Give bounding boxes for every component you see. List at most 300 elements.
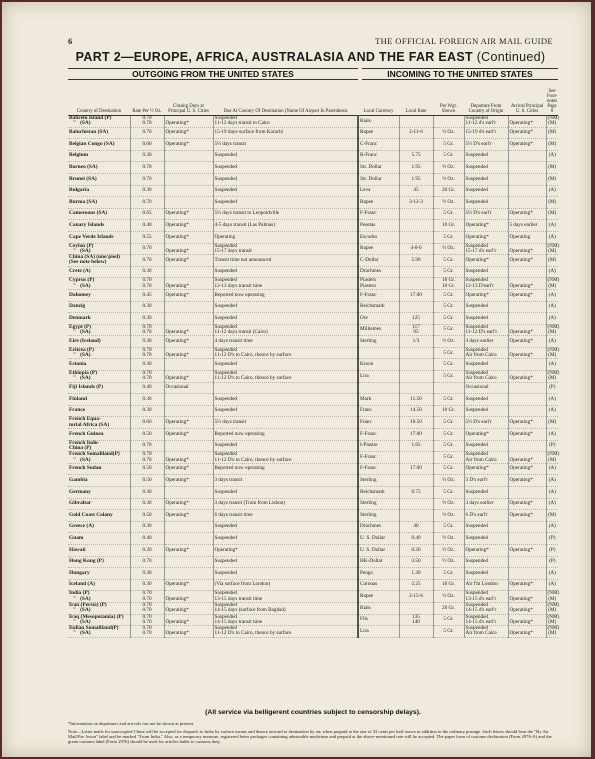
- table-cell: Operating*: [508, 579, 546, 591]
- table-cell: Iraq (Mesopotamia) (P) " (SA): [68, 614, 130, 626]
- table-cell: Operating*: [164, 371, 213, 383]
- table-cell: Suspended 11-12 days transit (Cairo): [213, 324, 358, 336]
- table-cell: [164, 162, 213, 174]
- table-cell: [399, 231, 433, 243]
- table-cell: 0.60: [130, 417, 164, 429]
- table-cell: ½ Oz.: [433, 591, 464, 603]
- table-cell: Ore: [358, 313, 399, 325]
- table-cell: Suspended: [213, 487, 358, 499]
- table-cell: 5 Gr.: [433, 487, 464, 499]
- table-cell: (NM) (M): [547, 115, 560, 127]
- table-cell: Suspended: [464, 405, 508, 417]
- table-body: [68, 116, 558, 638]
- table-cell: 3 days transit (Train from Lisbon): [213, 498, 358, 510]
- table-cell: Guam: [68, 533, 130, 545]
- table-cell: 5 Gr.: [433, 266, 464, 278]
- table-cell: [508, 185, 546, 197]
- table-cell: F-Franc: [358, 429, 399, 441]
- table-cell: 0.65: [130, 208, 164, 220]
- table-cell: Baluchistan (SA): [68, 127, 130, 139]
- table-cell: Danzig: [68, 301, 130, 313]
- table-cell: Suspended: [213, 440, 358, 452]
- table-cell: Operating*: [508, 278, 546, 290]
- table-cell: Reported now operating: [213, 289, 358, 301]
- table-cell: (A): [546, 475, 558, 487]
- table-cell: [508, 162, 546, 174]
- table-cell: 17.00: [399, 289, 433, 301]
- table-cell: 2.25: [399, 579, 433, 591]
- table-cell: Iceland (A): [68, 579, 130, 591]
- table-cell: Suspended 11-12 d's earl'r: [464, 116, 508, 128]
- table-cell: Mark: [358, 394, 399, 406]
- table-cell: Cameroons (SA): [68, 208, 130, 220]
- table-cell: [164, 150, 213, 162]
- table-cell: [164, 487, 213, 499]
- table-cell: [164, 185, 213, 197]
- column-header: Departure From Country of Origin: [464, 80, 508, 116]
- table-cell: [164, 359, 213, 371]
- table-cell: 0.70: [130, 440, 164, 452]
- table-cell: Operating*: [164, 347, 213, 359]
- table-cell: [508, 556, 546, 568]
- table-cell: [399, 359, 433, 371]
- table-cell: Suspended: [213, 359, 358, 371]
- table-cell: Suspended: [464, 173, 508, 185]
- table-cell: 5½ D's earl'r: [464, 139, 508, 151]
- table-row: [68, 231, 558, 243]
- table-cell: 0.20: [399, 544, 433, 556]
- table-cell: [508, 440, 546, 452]
- table-cell: 5 Gr.: [433, 463, 464, 475]
- table-cell: [164, 197, 213, 209]
- table-row: [68, 579, 558, 591]
- table-cell: 0.40: [130, 220, 164, 232]
- table-cell: (NM) (M): [547, 242, 560, 254]
- table-cell: Reported now operating: [213, 463, 358, 475]
- table-row: [68, 313, 558, 325]
- table-cell: Operating*: [508, 510, 546, 522]
- table-cell: Operating*: [164, 498, 213, 510]
- table-cell: [508, 173, 546, 185]
- table-row: [68, 197, 558, 209]
- table-cell: Reichsmark: [358, 487, 399, 499]
- table-cell: Suspended: [213, 185, 358, 197]
- table-cell: 5 Gr.: [433, 521, 464, 533]
- table-cell: 2-11-6: [399, 127, 433, 139]
- table-cell: Operating*: [508, 544, 546, 556]
- table-cell: [164, 556, 213, 568]
- table-row: [68, 278, 558, 290]
- table-cell: 0.45: [130, 289, 164, 301]
- table-cell: Suspended 14-15 d's earl'r: [464, 602, 508, 614]
- table-cell: 5 Gr.: [433, 614, 464, 626]
- table-cell: Operating*: [164, 417, 213, 429]
- table-cell: 0.20: [130, 544, 164, 556]
- table-cell: Rupee: [358, 197, 399, 209]
- table-cell: 0.70: [130, 162, 164, 174]
- table-cell: Suspended: [464, 394, 508, 406]
- table-cell: 5 Gr.: [433, 231, 464, 243]
- table-cell: Operating*: [213, 544, 358, 556]
- table-cell: (M): [546, 162, 558, 174]
- table-cell: 117 95: [399, 324, 433, 336]
- table-cell: Suspended: [213, 533, 358, 545]
- table-cell: Suspended 14-15 days (surface from Bagdad): [213, 602, 358, 614]
- table-row: [68, 498, 558, 510]
- table-cell: Pengo: [358, 568, 399, 580]
- table-cell: Operating*: [508, 255, 546, 267]
- table-cell: Sterling: [358, 336, 399, 348]
- table-cell: (P): [546, 544, 558, 556]
- table-cell: 14.50: [399, 405, 433, 417]
- table-cell: Suspended 12-13 days transit time: [213, 278, 358, 290]
- table-cell: ½ Oz.: [433, 173, 464, 185]
- table-cell: Lira: [358, 371, 399, 383]
- table-cell: [164, 394, 213, 406]
- table-cell: Operating*: [508, 498, 546, 510]
- table-row: [68, 220, 558, 232]
- table-cell: Suspended 15-17 days transit: [213, 243, 358, 255]
- table-cell: 0.70: [130, 197, 164, 209]
- table-cell: [508, 197, 546, 209]
- table-cell: Operating*: [508, 289, 546, 301]
- table-cell: 0.30: [130, 487, 164, 499]
- table-cell: Str. Dollar: [358, 173, 399, 185]
- table-cell: Sterling: [358, 498, 399, 510]
- table-cell: 0.70 0.70: [130, 614, 164, 626]
- table-cell: Operating*: [508, 116, 546, 128]
- table-cell: 0.70: [130, 243, 164, 255]
- table-cell: [508, 266, 546, 278]
- table-cell: 5 Gr.: [433, 347, 464, 359]
- table-cell: 10.50: [399, 417, 433, 429]
- table-cell: (M): [546, 255, 558, 267]
- table-cell: 5 Gr.: [433, 139, 464, 151]
- table-cell: Operating*: [164, 463, 213, 475]
- column-header: Due At Country Of Destination (Name Of Airport In Parenthesis: [213, 80, 358, 116]
- table-cell: Egypt (P) " (SA): [68, 324, 130, 336]
- table-cell: Gibraltar: [68, 498, 130, 510]
- table-cell: Operating*: [164, 614, 213, 626]
- table-cell: Franc: [358, 417, 399, 429]
- table-cell: Lira: [358, 626, 399, 638]
- table-cell: Suspended 11-12 D's to Cairo, thence by surface: [213, 347, 358, 359]
- table-cell: 5 Gr.: [433, 417, 464, 429]
- table-cell: (NM) (M): [547, 323, 560, 335]
- table-cell: Suspended: [213, 394, 358, 406]
- table-row: [68, 347, 558, 359]
- table-cell: Operating*: [164, 278, 213, 290]
- column-header: See Foot-notes Page 8: [546, 80, 558, 116]
- table-cell: 4 days earlier: [464, 336, 508, 348]
- table-cell: [399, 266, 433, 278]
- table-row: [68, 626, 558, 638]
- table-cell: Operating*: [508, 336, 546, 348]
- table-cell: (M): [546, 139, 558, 151]
- table-cell: 0.70 0.70: [130, 324, 164, 336]
- table-cell: [399, 220, 433, 232]
- table-cell: (A): [546, 568, 558, 580]
- table-cell: (NM) (M): [547, 625, 560, 637]
- table-cell: Suspended: [464, 185, 508, 197]
- table-cell: French Equa- torial Africa (SA): [68, 417, 130, 429]
- table-cell: 5 Gr.: [433, 452, 464, 464]
- table-cell: 0.30: [130, 185, 164, 197]
- table-cell: 17.00: [399, 429, 433, 441]
- table-cell: [399, 347, 433, 359]
- table-cell: 0.40: [399, 533, 433, 545]
- table-cell: [399, 498, 433, 510]
- table-row: [68, 556, 558, 568]
- table-cell: [508, 405, 546, 417]
- table-cell: 5 Gr.: [433, 255, 464, 267]
- table-cell: Operating*: [508, 243, 546, 255]
- table-cell: Suspended: [213, 266, 358, 278]
- table-cell: 0.30: [130, 568, 164, 580]
- table-cell: Pesetas: [358, 220, 399, 232]
- table-cell: (P): [546, 533, 558, 545]
- table-cell: 20 Gr.: [433, 185, 464, 197]
- table-cell: Rupee: [358, 127, 399, 139]
- table-cell: 5½ days transit: [213, 417, 358, 429]
- table-cell: Eritrea (P) " (SA): [68, 347, 130, 359]
- table-cell: Suspended: [213, 173, 358, 185]
- table-cell: ½ Oz.: [433, 475, 464, 487]
- table-row: [68, 289, 558, 301]
- page-number: 6: [68, 36, 73, 46]
- table-cell: Eire (Ireland): [68, 336, 130, 348]
- table-cell: Piasters Piasters: [358, 278, 399, 290]
- table-cell: 0.30: [130, 498, 164, 510]
- table-cell: 4-0-0: [399, 243, 433, 255]
- table-cell: 11.50: [399, 394, 433, 406]
- table-cell: (NM) (M): [547, 451, 560, 463]
- table-cell: 0.30: [130, 336, 164, 348]
- table-cell: 2-15-6: [399, 591, 433, 603]
- table-row: [68, 602, 558, 614]
- table-cell: Suspended: [213, 405, 358, 417]
- table-cell: Operating*: [164, 208, 213, 220]
- table-cell: Suspended: [464, 150, 508, 162]
- table-cell: Operating*: [464, 231, 508, 243]
- table-cell: Suspended: [213, 568, 358, 580]
- table-cell: (A): [546, 266, 558, 278]
- table-cell: 1.95: [399, 162, 433, 174]
- part-title-text: PART 2—EUROPE, AFRICA, AUSTRALASIA AND THE FAR EAST: [75, 50, 473, 64]
- table-cell: F-Franc: [358, 289, 399, 301]
- table-cell: 0.30: [130, 521, 164, 533]
- table-cell: [399, 116, 433, 128]
- table-cell: French Sudan: [68, 463, 130, 475]
- table-cell: 5½ days transit to Leopoldville: [213, 208, 358, 220]
- table-cell: ½ Oz.: [433, 197, 464, 209]
- table-cell: Operating*: [164, 243, 213, 255]
- table-cell: [399, 301, 433, 313]
- table-cell: 0.75: [399, 487, 433, 499]
- footnote-information: *Information on departures and arrivals can not be shown at present.: [68, 721, 195, 726]
- table-cell: Suspended 14-15 days transit time: [213, 614, 358, 626]
- table-cell: 0.50: [130, 463, 164, 475]
- table-cell: Suspended: [464, 568, 508, 580]
- table-cell: Burma (SA): [68, 197, 130, 209]
- table-cell: C-Franc: [358, 139, 399, 151]
- table-row: [68, 429, 558, 441]
- table-cell: Operating*: [508, 626, 546, 638]
- table-row: [68, 487, 558, 499]
- table-cell: Suspended: [464, 521, 508, 533]
- table-cell: Operating*: [508, 324, 546, 336]
- table-cell: Suspended Air from Cairo: [464, 371, 508, 383]
- table-cell: [164, 521, 213, 533]
- rates-table: [68, 80, 558, 638]
- table-cell: Operating*: [508, 602, 546, 614]
- table-cell: 5 Gr.: [433, 568, 464, 580]
- table-cell: Gold Coast Colony: [68, 510, 130, 522]
- column-header: Local Currency: [358, 80, 399, 116]
- table-cell: Suspended: [464, 556, 508, 568]
- table-cell: Operating*: [164, 289, 213, 301]
- table-cell: 0.70 0.70: [130, 116, 164, 128]
- table-cell: F-Franc: [358, 452, 399, 464]
- table-cell: [164, 568, 213, 580]
- table-cell: 45: [399, 185, 433, 197]
- table-cell: 5 days earlier: [508, 220, 546, 232]
- table-cell: Operating*: [508, 347, 546, 359]
- table-cell: Operating*: [508, 127, 546, 139]
- table-cell: Drachmes: [358, 266, 399, 278]
- table-cell: 15-19 d's earl'r: [464, 127, 508, 139]
- table-cell: Suspended 11-12 D's to Cairo, thence by surface: [213, 452, 358, 464]
- table-cell: [164, 533, 213, 545]
- table-cell: Str. Dollar: [358, 162, 399, 174]
- table-cell: (P): [546, 382, 558, 394]
- table-cell: 0.70: [130, 173, 164, 185]
- table-cell: ½ Oz.: [433, 336, 464, 348]
- table-cell: Germany: [68, 487, 130, 499]
- table-cell: Suspended 11-12 days transit to Cairo: [213, 116, 358, 128]
- table-cell: (A): [546, 498, 558, 510]
- table-cell: 0.70 0.70: [130, 591, 164, 603]
- table-cell: ½ Oz.: [433, 243, 464, 255]
- table-cell: [508, 359, 546, 371]
- table-cell: 1/3: [399, 336, 433, 348]
- table-cell: Kroon: [358, 359, 399, 371]
- table-cell: 3 days earlier: [464, 498, 508, 510]
- table-cell: Suspended: [464, 440, 508, 452]
- table-cell: 3 days transit: [213, 475, 358, 487]
- table-row: [68, 475, 558, 487]
- table-cell: Operating*: [508, 614, 546, 626]
- table-cell: Air f'm London: [464, 579, 508, 591]
- table-cell: 0.70 0.70: [130, 626, 164, 638]
- table-cell: [508, 487, 546, 499]
- table-cell: 5 Gr.: [433, 324, 464, 336]
- table-cell: Operating*: [164, 231, 213, 243]
- table-cell: Suspended: [464, 301, 508, 313]
- table-header-row: [68, 80, 558, 116]
- table-cell: Occasional: [464, 382, 508, 394]
- table-row: [68, 255, 558, 267]
- table-cell: Operating*: [464, 544, 508, 556]
- table-cell: Operating*: [508, 429, 546, 441]
- table-row: [68, 568, 558, 580]
- table-cell: Transit time not announced: [213, 255, 358, 267]
- table-cell: Operating*: [508, 417, 546, 429]
- table-row: [68, 440, 558, 452]
- table-cell: ½ Oz.: [433, 544, 464, 556]
- table-cell: French Guinea: [68, 429, 130, 441]
- table-cell: (A): [546, 463, 558, 475]
- table-cell: Iran (Persia) (P) " (SA): [68, 602, 130, 614]
- table-cell: Operating*: [164, 626, 213, 638]
- table-cell: [508, 533, 546, 545]
- table-cell: ½ Oz.: [433, 510, 464, 522]
- table-cell: Italian Somaliland(P) " (SA): [68, 626, 130, 638]
- document-page: [2, 2, 591, 757]
- table-cell: (A): [546, 359, 558, 371]
- table-cell: Suspended 11-12 D's earl'r: [464, 324, 508, 336]
- table-cell: [164, 405, 213, 417]
- table-cell: Suspended: [464, 313, 508, 325]
- table-cell: Reported now operating: [213, 429, 358, 441]
- table-cell: 1.95: [399, 173, 433, 185]
- table-cell: Sterling: [358, 510, 399, 522]
- table-cell: Denmark: [68, 313, 130, 325]
- table-cell: Operating*: [164, 139, 213, 151]
- table-cell: [358, 382, 399, 394]
- table-cell: Crete (A): [68, 266, 130, 278]
- table-cell: 1.65: [399, 440, 433, 452]
- table-cell: Suspended 11-12 D's to Cairo, thence by surface: [213, 371, 358, 383]
- table-row: [68, 208, 558, 220]
- table-cell: Suspended: [213, 313, 358, 325]
- table-cell: Operating*: [164, 116, 213, 128]
- table-row: [68, 405, 558, 417]
- table-cell: Canary Islands: [68, 220, 130, 232]
- table-cell: 10 Gr. 10 Gr.: [433, 278, 464, 290]
- table-cell: Operating*: [508, 452, 546, 464]
- table-cell: 0.30: [130, 359, 164, 371]
- table-cell: 5½ D's earl'r: [464, 417, 508, 429]
- table-cell: 4 days transit time: [213, 336, 358, 348]
- table-cell: Operating*: [164, 220, 213, 232]
- table-cell: Coronas: [358, 579, 399, 591]
- table-cell: Suspended: [213, 150, 358, 162]
- table-cell: 0.70 0.70: [130, 347, 164, 359]
- table-cell: [164, 301, 213, 313]
- table-cell: 0.70 0.70: [130, 371, 164, 383]
- table-cell: Operating*: [508, 371, 546, 383]
- table-cell: Suspended: [213, 556, 358, 568]
- table-row: [68, 116, 558, 128]
- table-cell: (A): [546, 394, 558, 406]
- table-row: [68, 324, 558, 336]
- table-cell: (NM) (M): [547, 346, 560, 359]
- table-cell: (A): [546, 231, 558, 243]
- table-cell: 0.70: [130, 556, 164, 568]
- table-cell: 5 Gr.: [433, 301, 464, 313]
- table-cell: 0.70: [130, 127, 164, 139]
- table-cell: 5 Gr.: [433, 394, 464, 406]
- table-cell: [399, 208, 433, 220]
- table-cell: [433, 116, 464, 128]
- column-header: Per Wgt. Shown: [433, 80, 464, 116]
- table-cell: [433, 382, 464, 394]
- table-cell: (M): [546, 510, 558, 522]
- table-cell: Operating*: [164, 602, 213, 614]
- table-cell: Suspended: [464, 162, 508, 174]
- table-cell: Operating*: [164, 579, 213, 591]
